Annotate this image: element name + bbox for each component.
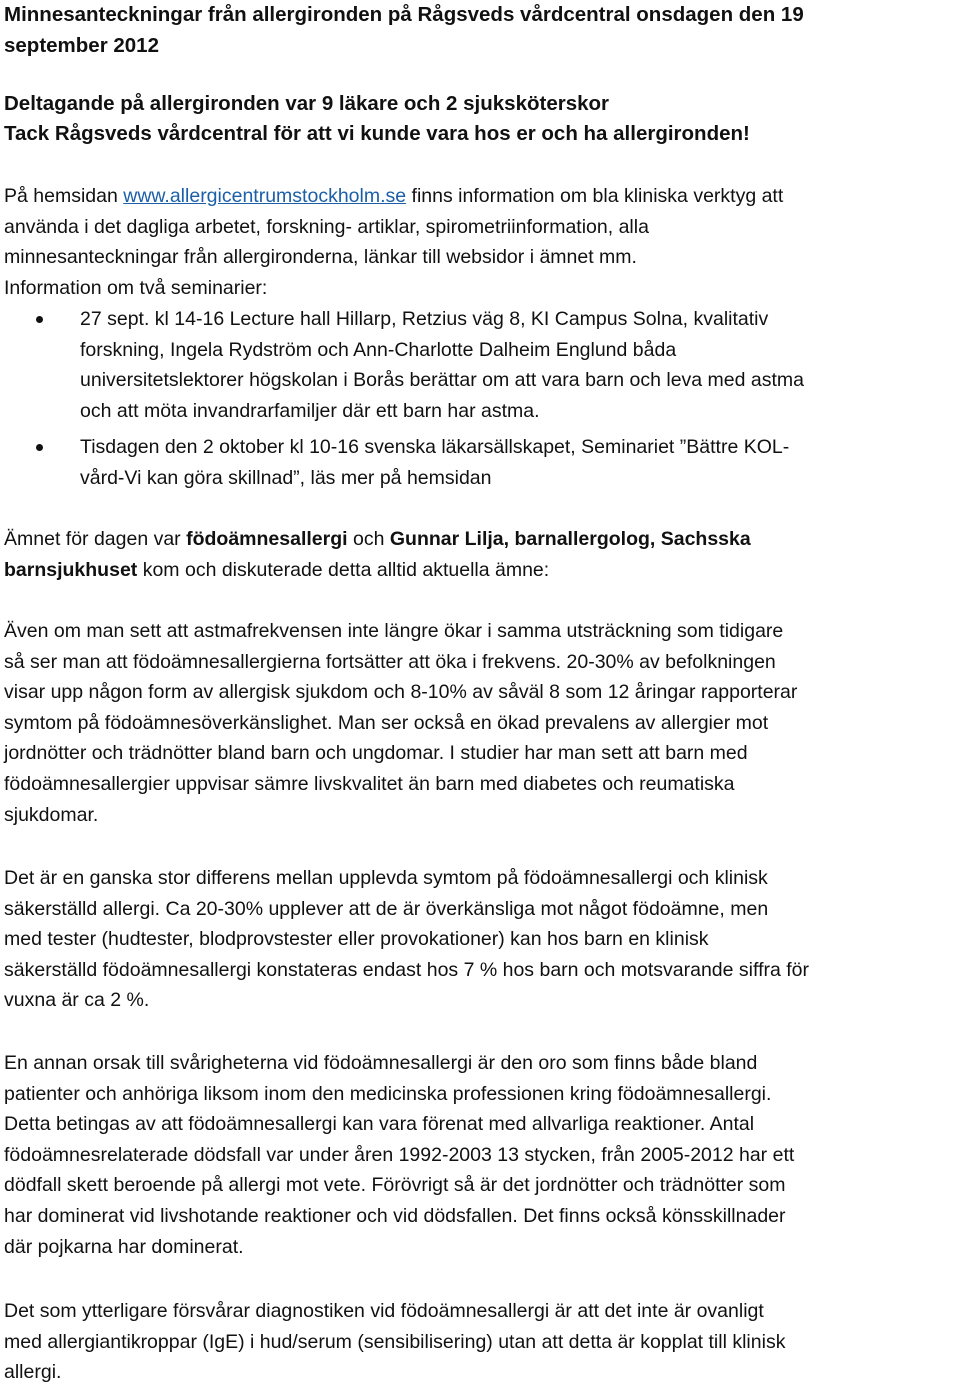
paragraph-line: sjukdomar. [4, 803, 99, 826]
body-paragraph [4, 616, 797, 830]
homepage-paragraph [4, 181, 783, 303]
homepage-line-rest: finns information om bla kliniska verktyg att [406, 185, 784, 207]
paragraph-line: Det är en ganska stor differens mellan upplevda symtom på födoämnesallergi och klinisk [4, 867, 768, 889]
seminar-line: forskning, Ingela Rydström och Ann-Charlotte Dalheim Englund båda [80, 338, 677, 361]
attendance-line: Deltagande på allergironden var 9 läkare och 2 sjuksköterskor [4, 92, 610, 115]
topic-line-2 [4, 555, 751, 586]
paragraph-line: Detta betingas av att födoämnesallergi kan vara förenat med allvarliga reaktioner. Antal [4, 1113, 755, 1136]
topic-line-1 [4, 524, 751, 555]
seminar-line: och att möta invandrarfamiljer där ett barn har astma. [80, 399, 540, 422]
paragraph-line: med allergiantikroppar (IgE) i hud/serum (sensibilisering) utan att detta är kopplat till klinisk [4, 1330, 786, 1353]
homepage-line: använda i det dagliga arbetet, forskning- artiklar, spirometriinformation, alla [4, 215, 649, 238]
thanks-line: Tack Rågsveds vårdcentral för att vi kunde vara hos er och ha allergironden! [4, 122, 750, 145]
seminar-line: Tisdagen den 2 oktober kl 10-16 svenska läkarsällskapet, Seminariet ”Bättre KOL- [80, 436, 790, 458]
seminar-line: 27 sept. kl 14-16 Lecture hall Hillarp, Retzius väg 8, KI Campus Solna, kvalitativ [80, 308, 769, 330]
paragraph-line: med tester (hudtester, blodprovstester eller provokationer) kan hos barn en klinisk [4, 928, 709, 951]
topic-speaker: barnsjukhuset [4, 558, 138, 581]
seminar-line: universitetslektorer högskolan i Borås berättar om att vara barn och leva med astma [80, 369, 805, 392]
topic-text: och [347, 528, 390, 550]
paragraph-line: födoämnesrelaterade dödsfall var under åren 1992-2003 13 stycken, från 2005-2012 har ett [4, 1143, 795, 1166]
title-line: Minnesanteckningar från allergironden på Rågsveds vårdcentral onsdagen den 19 [4, 3, 804, 26]
paragraph-line: säkerställd födoämnesallergi konstateras endast hos 7 % hos barn och motsvarande siffra för [4, 958, 809, 981]
paragraph-line: jordnötter och trädnötter bland barn och ungdomar. I studier har man sett att barn med [4, 742, 748, 765]
bullet-icon [36, 316, 43, 323]
body-paragraph [4, 1296, 785, 1388]
paragraph-line: säkerställd allergi. Ca 20-30% upplever att de är överkänsliga mot något födoämne, men [4, 897, 769, 920]
paragraph-line: vuxna är ca 2 %. [4, 989, 150, 1012]
topic-subject: födoämnesallergi [186, 528, 348, 550]
paragraph-line: En annan orsak till svårigheterna vid födoämnesallergi är den oro som finns både bland [4, 1052, 758, 1074]
paragraph-line: visar upp någon form av allergisk sjukdom och 8-10% av såväl 8 som 12 åringar rapporterar [4, 681, 798, 704]
homepage-prefix: På hemsidan [4, 185, 124, 207]
topic-text: kom och diskuterade detta alltid aktuella ämne: [137, 558, 550, 581]
topic-text: Ämnet för dagen var [4, 528, 187, 550]
seminars-intro: Information om två seminarier: [4, 276, 268, 299]
title-line: september 2012 [4, 33, 159, 57]
topic-paragraph [4, 524, 751, 585]
seminar-text [80, 432, 789, 493]
document-title [4, 0, 804, 61]
homepage-line-1 [4, 181, 783, 212]
bullet-icon [36, 444, 43, 451]
paragraph-line: symtom på födoämnesöverkänslighet. Man ser också en ökad prevalens av allergier mot [4, 711, 769, 734]
body-paragraph [4, 863, 809, 1016]
paragraph-line: allergi. [4, 1361, 62, 1384]
paragraph-line: patienter och anhöriga liksom inom den medicinska professionen kring födoämnesallergi. [4, 1082, 772, 1105]
paragraph-line: Det som ytterligare försvårar diagnostiken vid födoämnesallergi är att det inte är ovanligt [4, 1300, 764, 1322]
paragraph-line: där pojkarna har dominerat. [4, 1235, 244, 1258]
homepage-link[interactable]: www.allergicentrumstockholm.se [123, 185, 407, 207]
paragraph-line: Även om man sett att astmafrekvensen inte längre ökar i samma utsträckning som tidigare [4, 620, 784, 642]
paragraph-line: dödfall skett beroende på allergi mot vete. Förövrigt så är det jordnötter och trädnötter som [4, 1174, 786, 1197]
body-paragraph [4, 1048, 794, 1262]
paragraph-line: har dominerat vid livshotande reaktioner och vid dödsfallen. Det finns också könsskillnader [4, 1204, 786, 1227]
seminar-line: vård-Vi kan göra skillnad”, läs mer på hemsidan [80, 466, 492, 489]
paragraph-line: födoämnesallergier uppvisar sämre livskvalitet än barn med diabetes och reumatiska [4, 772, 735, 795]
homepage-line: minnesanteckningar från allergironderna, länkar till websidor i ämnet mm. [4, 246, 637, 269]
seminar-text [80, 304, 804, 426]
paragraph-line: så ser man att födoämnesallergierna fortsätter att öka i frekvens. 20-30% av befolkningen [4, 650, 776, 673]
topic-speaker: Gunnar Lilja, barnallergolog, Sachsska [389, 528, 751, 550]
